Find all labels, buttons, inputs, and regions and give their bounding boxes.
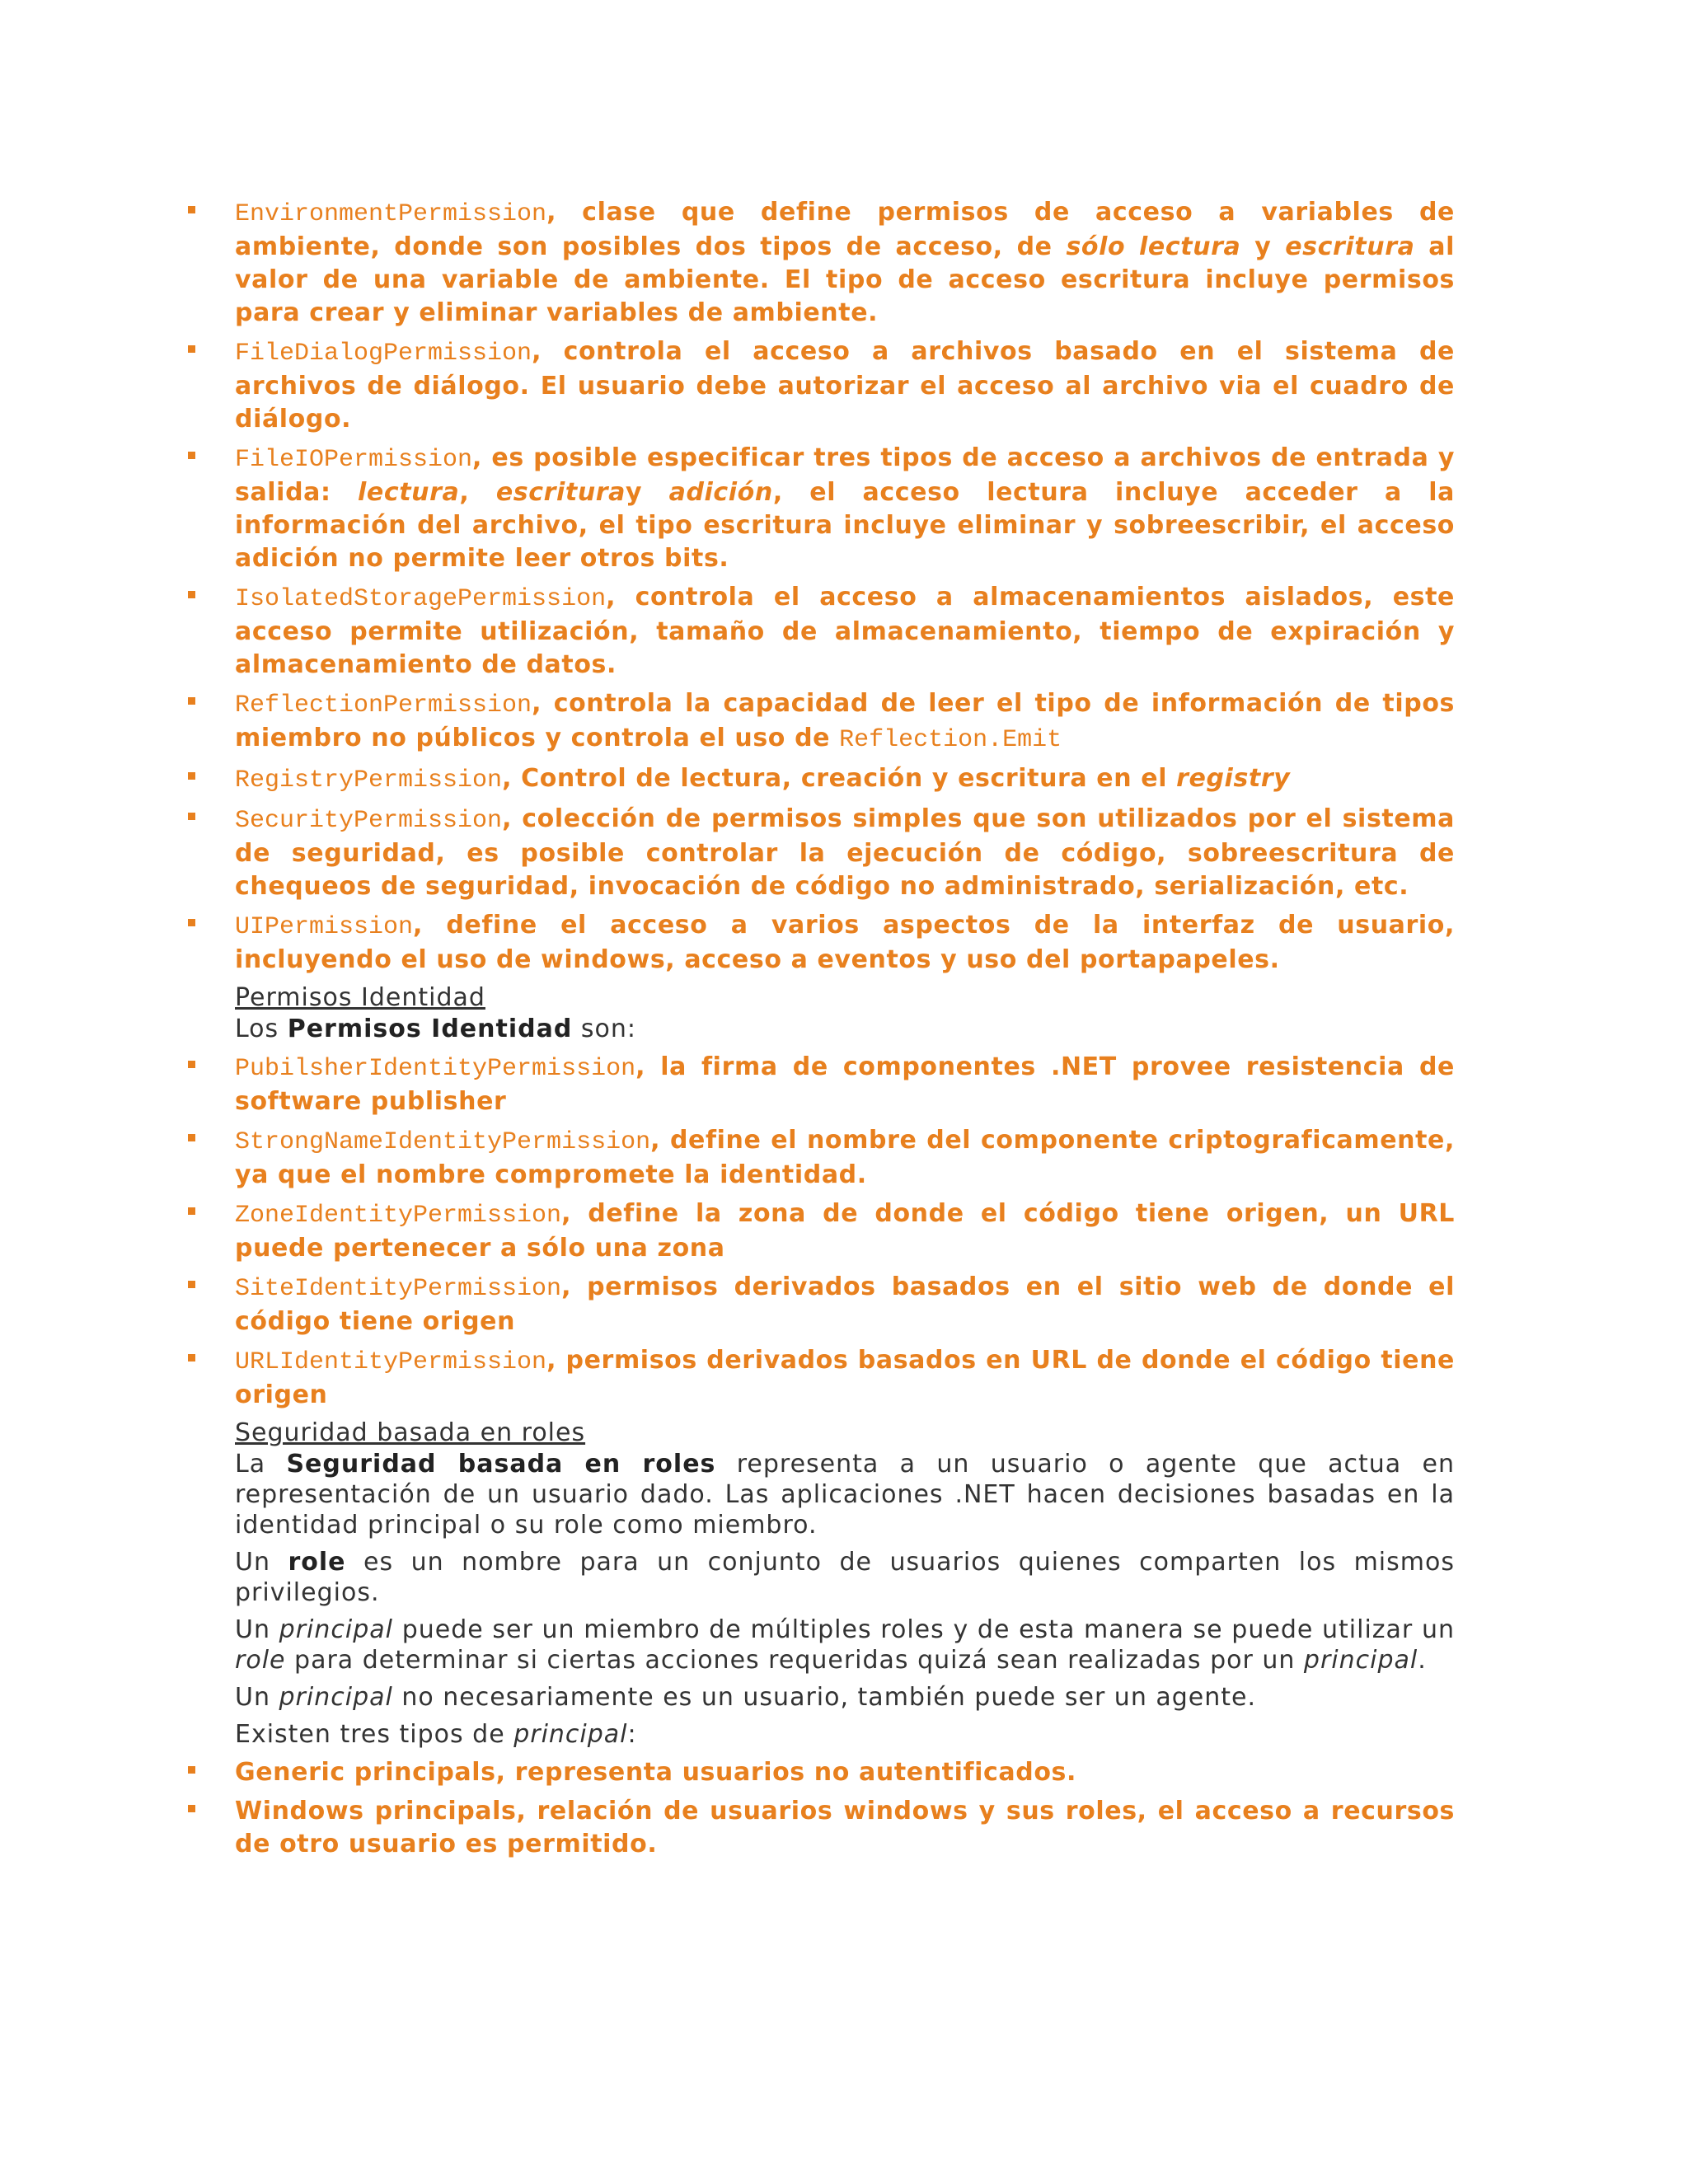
intro-text: Los [235,1015,288,1043]
roles-paragraph-1 [235,1449,1455,1540]
para-italic: principal [1303,1646,1418,1675]
para-text: Un [235,1615,279,1644]
item-text: y [1240,232,1286,261]
list-item [235,581,1455,682]
list-item [235,1271,1455,1338]
class-name: FileDialogPermission [235,340,532,368]
class-name: URLIdentityPermission [235,1348,547,1376]
item-emphasis: lectura [358,478,460,507]
bullet-square-icon [188,206,195,213]
bullet-square-icon [188,591,195,598]
list-item [235,803,1455,903]
para-text: : [627,1720,637,1749]
list-item [235,762,1455,797]
para-bold: role [288,1548,346,1577]
item-text: , colección de permisos simples que son utilizados por el sistema de seguridad, es posible controlar la ejecución de código, sobreescritura de chequeos de seguridad, invocación de código no administrado, serialización, etc. [235,804,1455,901]
para-text: representa a un usuario o agente que actua en representación de un usuario dado. Las aplicaciones .NET hacen decisiones basadas en la identidad principal o su role como miembro. [235,1450,1456,1540]
para-text: La [235,1450,287,1479]
item-text: , controla el acceso a almacenamientos aislados, este acceso permite utilización, tamaño de almacenamiento, tiempo de expiración y almacenamiento de datos. [235,583,1455,679]
item-text: , permisos derivados basados en el sitio web de donde el código tiene origen [235,1272,1455,1336]
section-heading-roles: Seguridad basada en roles [235,1418,586,1447]
class-name: ZoneIdentityPermission [235,1202,562,1230]
roles-paragraph-5 [235,1719,1455,1750]
roles-paragraph-2 [235,1547,1455,1608]
item-emphasis: registry [1176,764,1291,793]
item-text: , define la zona de donde el código tiene origen, un URL puede pertenecer a sólo una zona [235,1199,1455,1263]
bullet-square-icon [188,1207,195,1215]
para-italic: principal [513,1720,628,1749]
list-item [235,442,1455,575]
item-text: , define el nombre del componente criptograficamente, ya que el nombre compromete la identidad. [235,1126,1455,1189]
item-text: , Control de lectura, creación y escritura en el [502,764,1177,793]
item-emphasis: sólo lectura [1066,232,1241,261]
item-text: al valor de una variable de ambiente. El tipo de acceso escritura incluye permisos para crear y eliminar variables de ambiente. [235,232,1456,327]
list-item [235,1344,1455,1412]
item-text: , es posible especificar tres tipos de acceso a archivos de entrada y salida: [235,443,1455,507]
item-text: , clase que define permisos de acceso a variables de ambiente, donde son posibles dos tipos de acceso, de [235,198,1455,261]
class-name: FileIOPermission [235,446,473,474]
para-italic: principal [279,1683,393,1712]
list-item [235,687,1455,757]
roles-paragraph-3 [235,1615,1455,1675]
class-name: SiteIdentityPermission [235,1275,562,1303]
class-name: ReflectionPermission [235,691,532,719]
para-text: puede ser un miembro de múltiples roles y de esta manera se puede utilizar un [393,1615,1455,1644]
para-italic: principal [279,1615,393,1644]
item-text: , define el acceso a varios aspectos de la interfaz de usuario, incluyendo el uso de windows, acceso a eventos y uso del portapapeles. [235,911,1455,974]
bullet-square-icon [188,1805,195,1812]
item-text: , permisos derivados basados en URL de donde el código tiene origen [235,1346,1455,1409]
bullet-square-icon [188,697,195,705]
bullet-square-icon [188,919,195,926]
item-text: Generic principals, representa usuarios no autentificados. [235,1758,1076,1787]
list-item [235,1795,1455,1861]
list-item [235,196,1455,330]
item-emphasis: escritura [495,478,626,507]
class-name: SecurityPermission [235,807,503,835]
identity-intro [235,1014,1455,1044]
roles-paragraph-4 [235,1682,1455,1713]
para-italic: role [235,1646,286,1675]
item-text: y [626,478,669,507]
para-text: Un [235,1548,288,1577]
class-name: IsolatedStoragePermission [235,585,607,613]
item-text: , [459,478,496,507]
list-item [235,335,1455,436]
para-text: para determinar si ciertas acciones requeridas quizá sean realizadas por un [285,1646,1304,1675]
bullet-square-icon [188,1766,195,1774]
para-text: . [1418,1646,1427,1675]
bullet-square-icon [188,1061,195,1068]
list-item [235,1051,1455,1118]
section-heading-identity: Permisos Identidad [235,983,485,1012]
code-reference: Reflection.Emit [839,726,1062,754]
document-content [235,196,1455,1867]
list-item [235,1756,1455,1789]
class-name: UIPermission [235,913,414,941]
para-text: Un [235,1683,279,1712]
item-text: Windows principals, relación de usuarios windows y sus roles, el acceso a recursos de otro usuario es permitido. [235,1797,1455,1858]
list-item [235,1197,1455,1265]
bullet-square-icon [188,345,195,353]
item-emphasis: adición [668,478,773,507]
bullet-square-icon [188,813,195,820]
intro-text: son: [572,1015,636,1043]
list-item [235,1124,1455,1192]
class-name: PubilsherIdentityPermission [235,1055,636,1083]
item-text: , controla el acceso a archivos basado en el sistema de archivos de diálogo. El usuario debe autorizar el acceso al archivo via el cuadro de diálogo. [235,337,1455,434]
bullet-square-icon [188,1354,195,1361]
item-text: , controla la capacidad de leer el tipo de información de tipos miembro no públicos y controla el uso de [235,689,1455,752]
list-item [235,909,1455,977]
bullet-square-icon [188,772,195,780]
item-emphasis: escritura [1285,232,1415,261]
class-name: RegistryPermission [235,766,503,794]
class-name: StrongNameIdentityPermission [235,1128,651,1156]
item-text: , la firma de componentes .NET provee resistencia de software publisher [235,1052,1455,1116]
intro-bold: Permisos Identidad [287,1015,573,1043]
para-text: no necesariamente es un usuario, también puede ser un agente. [392,1683,1257,1712]
para-bold: Seguridad basada en roles [286,1450,716,1479]
bullet-square-icon [188,1281,195,1288]
para-text: Existen tres tipos de [235,1720,514,1749]
para-text: es un nombre para un conjunto de usuarios quienes comparten los mismos privilegios. [235,1548,1455,1607]
bullet-square-icon [188,1134,195,1141]
item-text: , el acceso lectura incluye acceder a la información del archivo, el tipo escritura incluye eliminar y sobreescribir, el acceso adición no permite leer otros bits. [235,478,1455,573]
bullet-square-icon [188,452,195,459]
class-name: EnvironmentPermission [235,200,547,228]
